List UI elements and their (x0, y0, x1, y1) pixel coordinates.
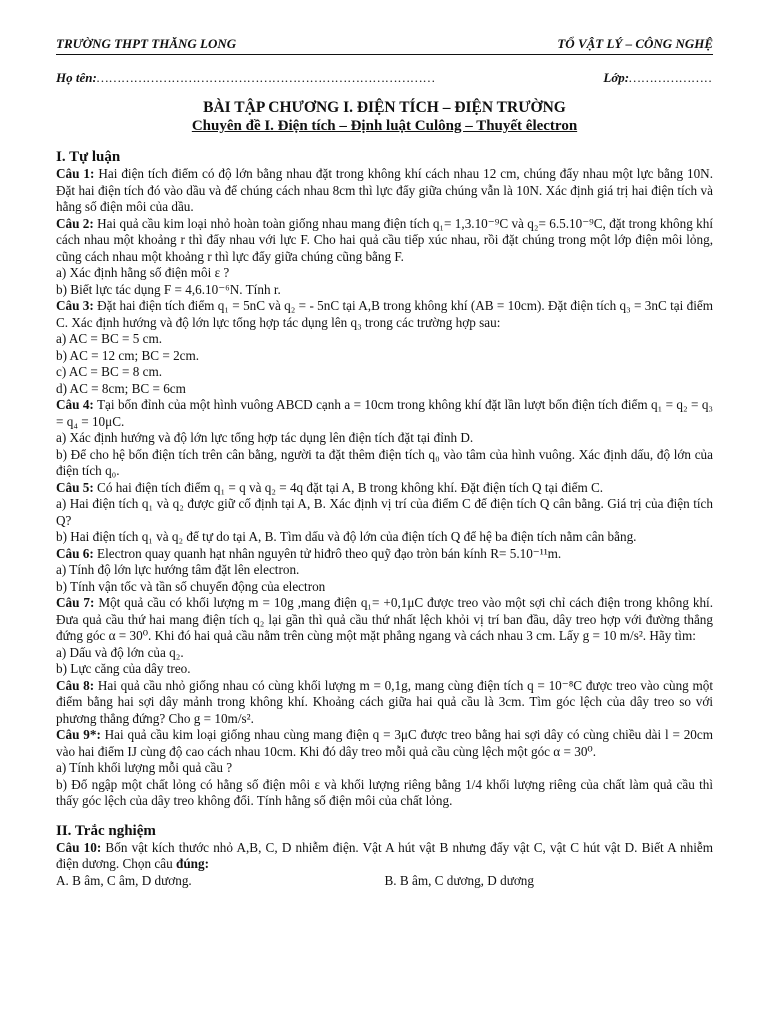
question-list (56, 166, 713, 810)
question-10-options (56, 873, 713, 890)
question-text: b) Lực căng của dây treo. (56, 661, 191, 676)
question-text: a) Xác định hằng số điện môi ε ? (56, 265, 230, 280)
question-10-emphasis: đúng: (175, 856, 209, 871)
question-text: Có hai điện tích điểm q₁ = q và q₂ = 4q đặt tại A, B trong không khí. Đặt điện tích Q tại điểm C. (93, 479, 604, 495)
question-text: c) AC = BC = 8 cm. (56, 364, 163, 379)
question-subpart (56, 381, 713, 398)
question-subpart (56, 282, 713, 299)
question-text: d) AC = 8cm; BC = 6cm (56, 380, 186, 396)
question-paragraph (56, 546, 713, 563)
question-paragraph (56, 595, 713, 645)
option-a: A. B âm, C âm, D dương. (56, 872, 192, 888)
question-number: Câu 8: (56, 677, 95, 693)
question-text: Hai quả cầu kim loại nhỏ hoàn toàn giống nhau mang điện tích q₁= 1,3.10⁻⁹C và q₂= 6.5.10⁻⁹C, đặt trong không khí cách nhau một khoảng r thì đẩy nhau với lực F. Cho hai quả cầu tiếp xúc nhau, rồi đặt chúng trong một lớp điện môi lỏng, cũng cách nhau một khoảng r thì lực đẩy giữa chúng cũng bằng F. (56, 215, 713, 264)
question-subpart (56, 529, 713, 546)
option-b: B. B âm, C dương, D dương (384, 872, 534, 888)
question-number: Câu 1: (56, 166, 95, 181)
question-paragraph (56, 298, 713, 331)
section-multiple-choice-heading: II. Trắc nghiệm (56, 822, 156, 839)
question-paragraph (56, 727, 713, 760)
name-field (56, 70, 436, 86)
question-text: Đặt hai điện tích điểm q₁ = 5nC và q₂ = - 5nC tại A,B trong không khí (AB = 10cm). Đặt điện tích q₃ = 3nC tại điểm C. Xác định hướng và độ lớn lực tổng hợp tác dụng lên q₃ trong các trường hợp sau: (56, 298, 714, 330)
question-paragraph (56, 397, 713, 430)
question-10-number: Câu 10: (56, 839, 102, 855)
question-number: Câu 5: (56, 479, 94, 495)
question-text: Hai quả cầu nhỏ giống nhau có cùng khối lượng m = 0,1g, mang cùng điện tích q = 10⁻⁸C được treo vào cùng một điểm bằng hai sợi dây mảnh trong không khí. Khoảng cách giữa hai quả cầu là 3cm. Tìm góc lệch của dây treo so với phương thẳng đứng? Cho g = 10m/s². (56, 677, 714, 726)
question-text: b) Tính vận tốc và tần số chuyển động của electron (56, 578, 326, 594)
question-subpart (56, 661, 713, 678)
question-text: Hai điện tích điểm có độ lớn bằng nhau đặt trong không khí cách nhau 12 cm, chúng đẩy nhau một lực bằng 10N. Đặt hai điện tích đó vào dầu và để chúng cách nhau 8cm thì lực đẩy giữa chúng vẫn là 10N. Xác định giá trị hai điện tích và hằng số điện môi của dầu. (56, 166, 714, 214)
question-text: a) Xác định hướng và độ lớn lực tổng hợp tác dụng lên điện tích đặt tại đỉnh D. (56, 430, 474, 445)
question-subpart (56, 760, 713, 777)
question-subpart (56, 447, 713, 480)
question-subpart (56, 331, 713, 348)
question-text: a) Tính độ lớn lực hướng tâm đặt lên electron. (56, 562, 300, 577)
question-text: a) Tính khối lượng mỗi quả cầu ? (56, 760, 233, 775)
question-subpart (56, 777, 713, 810)
class-field (603, 70, 713, 86)
question-text: Tại bốn đỉnh của một hình vuông ABCD cạnh a = 10cm trong không khí đặt lần lượt bốn điện tích điểm q₁ = q₂ = q₃ = q₄ = 10μC. (56, 397, 714, 429)
question-number: Câu 9*: (56, 727, 101, 742)
question-paragraph (56, 166, 713, 216)
question-10 (56, 840, 713, 873)
question-subpart (56, 265, 713, 282)
question-text: Một quả cầu có khối lượng m = 10g ,mang điện q₁= +0,1μC được treo vào một sợi chỉ cách điện trong không khí. Đưa quả cầu thứ hai mang điện tích q₂ lại gần thì quả cầu thứ nhất lệch khỏi vị trí ban đầu, dây treo hợp với đường thẳng đứng góc α = 30⁰. Khi đó hai quả cầu nằm trên cùng một mặt phẳng ngang và cách nhau 3 cm. Lấy g = 10 m/s². Hãy tìm: (56, 595, 714, 643)
page-header (56, 36, 713, 55)
question-subpart (56, 364, 713, 381)
question-paragraph (56, 216, 713, 266)
question-10-text: Bốn vật kích thước nhỏ A,B, C, D nhiễm điện. Vật A hút vật B nhưng đẩy vật C, vật C hút vật D. Biết A nhiễm điện dương. Chọn câu (56, 839, 714, 871)
question-number: Câu 3: (56, 298, 94, 313)
question-number: Câu 7: (56, 595, 95, 610)
class-dots: ……………….. (629, 70, 713, 85)
department-name: TỔ VẬT LÝ – CÔNG NGHỆ (557, 36, 713, 51)
question-subpart (56, 430, 713, 447)
question-text: b) Biết lực tác dụng F = 4,6.10⁻⁶N. Tính r. (56, 281, 281, 297)
school-name: TRƯỜNG THPT THĂNG LONG (56, 36, 237, 51)
document-title: BÀI TẬP CHƯƠNG I. ĐIỆN TÍCH – ĐIỆN TRƯỜNG (203, 99, 566, 116)
question-subpart (56, 496, 713, 529)
question-text: a) Dấu và độ lớn của q₂. (56, 644, 184, 660)
question-paragraph (56, 678, 713, 728)
question-text: b) Đổ ngập một chất lỏng có hằng số điện môi ε và khối lượng riêng bằng 1/4 khối lượng riêng của chất làm quả cầu thì thấy góc lệch của dây treo không đổi. Tính hằng số điện môi của chất lỏng. (56, 776, 713, 808)
question-text: a) AC = BC = 5 cm. (56, 331, 163, 346)
name-label: Họ tên: (56, 70, 97, 85)
section-essay-heading: I. Tự luận (56, 149, 121, 165)
question-subpart (56, 579, 713, 596)
question-text: b) Hai điện tích q₁ và q₂ để tự do tại A, B. Tìm dấu và độ lớn của điện tích Q để hệ ba điện tích nằm cân bằng. (56, 529, 637, 544)
question-number: Câu 6: (56, 545, 94, 561)
class-label: Lớp: (603, 70, 630, 85)
question-subpart (56, 348, 713, 365)
document-subtitle: Chuyên đề I. Điện tích – Định luật Culông – Thuyết êlectron (191, 118, 578, 134)
question-paragraph (56, 480, 713, 497)
student-info-row (56, 70, 713, 86)
question-subpart (56, 562, 713, 579)
question-text: b) AC = 12 cm; BC = 2cm. (56, 347, 200, 363)
question-text: Electron quay quanh hạt nhân nguyên tử hiđrô theo quỹ đạo tròn bán kính R= 5.10⁻¹¹m. (93, 545, 562, 561)
question-subpart (56, 645, 713, 662)
name-dots: ……………………………………………………………………… (96, 70, 436, 85)
question-number: Câu 2: (56, 215, 94, 231)
question-text: Hai quả cầu kim loại giống nhau cùng mang điện q = 3μC được treo bằng hai sợi dây có cùng chiều dài l = 20cm vào hai điểm IJ cùng độ cao cách nhau 10cm. Khi đó dây treo mỗi quả cầu cùng lệch một góc α = 30⁰. (56, 727, 714, 759)
question-number: Câu 4: (56, 397, 94, 412)
question-text: a) Hai điện tích q₁ và q₂ được giữ cố định tại A, B. Xác định vị trí của điểm C để điện tích Q cân bằng. Giá trị của điện tích Q? (56, 496, 713, 528)
question-text: b) Để cho hệ bốn điện tích trên cân bằng, người ta đặt thêm điện tích q₀ vào tâm của hình vuông. Xác định dấu, độ lớn của điện tích q₀. (56, 446, 713, 478)
